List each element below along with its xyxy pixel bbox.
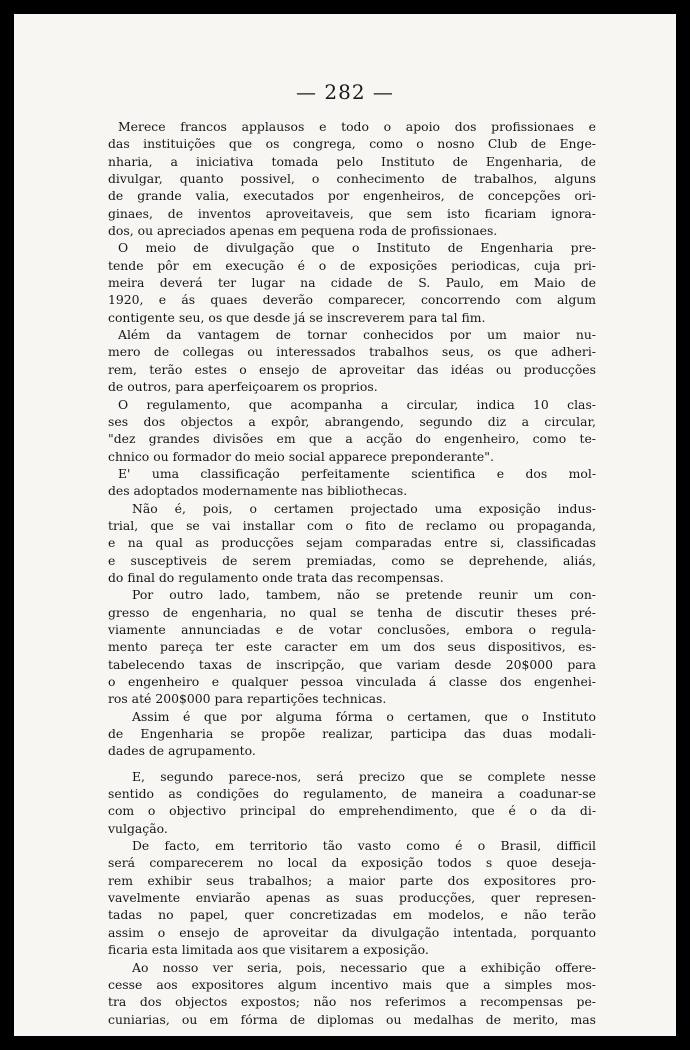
text-line: assim o ensejo de aproveitar da divulgação intentada, porquanto: [108, 924, 596, 940]
text-line: gresso de engenharia, no qual se tenha de discutir theses pré-: [108, 604, 596, 620]
text-line: tra dos objectos expostos; não nos referimos a recompensas pe-: [108, 994, 596, 1010]
text-line: cuniarias, ou em fórma de diplomas ou medalhas de merito, mas: [108, 1011, 596, 1027]
text-line: viamente annunciadas e de votar conclusões, embora o regula-: [108, 621, 596, 637]
text-line: O regulamento, que acompanha a circular, indica 10 clas-: [118, 396, 596, 412]
text-line: ros até 200$000 para repartições technicas.: [108, 691, 387, 707]
scanned-page: [14, 14, 676, 1036]
text-line: cesse aos expositores algum incentivo mais que a simples mos-: [108, 976, 596, 992]
text-line: Assim é que por alguma fórma o certamen, que o Instituto: [132, 708, 596, 724]
text-line: dos, ou apreciados apenas em pequena roda de profissionaes.: [108, 223, 498, 239]
text-line: de grande valia, executados por engenheiros, de concepções ori-: [108, 188, 596, 204]
text-line: dades de agrupamento.: [108, 743, 256, 759]
text-line: chnico ou formador do meio social apparece preponderante".: [108, 448, 494, 464]
text-line: com o objectivo principal do emprehendimento, que é o da di-: [108, 803, 596, 819]
text-line: e na qual as producções sejam comparadas entre si, classificadas: [108, 535, 596, 551]
text-line: vulgação.: [108, 820, 168, 836]
text-line: rem exhibir seus trabalhos; a maior parte dos expositores pro-: [108, 872, 596, 888]
text-line: mero de collegas ou interessados trabalhos seus, os que adheri-: [108, 344, 596, 360]
text-line: "dez grandes divisões em que a acção do engenheiro, como te-: [108, 431, 596, 447]
text-line: sentido as condições do regulamento, de maneira a coadunar-se: [108, 786, 596, 802]
text-line: Não é, pois, o certamen projectado uma exposição indus-: [132, 500, 596, 516]
text-line: Por outro lado, tambem, não se pretende reunir um con-: [132, 587, 596, 603]
text-line: O meio de divulgação que o Instituto de Engenharia pre-: [118, 240, 596, 256]
text-line: do final do regulamento onde trata das recompensas.: [108, 569, 444, 585]
text-line: ginaes, de inventos aproveitaveis, que sem isto ficariam ignora-: [108, 205, 596, 221]
text-line: de outros, para aperfeiçoarem os proprios.: [108, 379, 378, 395]
text-line: tabelecendo taxas de inscripção, que variam desde 20$000 para: [108, 656, 596, 672]
text-line: vavelmente enviarão apenas as suas producções, quer represen-: [108, 890, 596, 906]
text-line: E, segundo parece-nos, será precizo que se complete nesse: [132, 768, 596, 784]
text-line: rem, terão estes o ensejo de aproveitar das idéas ou producções: [108, 361, 596, 377]
text-line: das instituições que os congrega, como o nosno Club de Enge-: [108, 136, 596, 152]
text-line: Ao nosso ver seria, pois, necessario que a exhibição offere-: [132, 959, 596, 975]
text-line: o engenheiro e qualquer pessoa vinculada á classe dos engenhei-: [108, 674, 596, 689]
text-line: Merece francos applausos e todo o apoio dos profissionaes e: [118, 119, 596, 134]
text-line: ficaria esta limitada aos que visitarem a exposição.: [108, 942, 429, 958]
text-line: trial, que se vai installar com o fito de reclamo ou propaganda,: [108, 517, 596, 533]
text-line: contigente seu, os que desde já se inscreverem para tal fim.: [108, 309, 486, 325]
text-line: Além da vantagem de tornar conhecidos por um maior nu-: [118, 327, 596, 343]
text-line: ses dos objectos a expôr, abrangendo, segundo diz a circular,: [108, 413, 596, 429]
text-line: meira deverá ter lugar na cidade de S. Paulo, em Maio de: [108, 275, 596, 291]
text-line: será comparecerem no local da exposição todos s quoe deseja-: [108, 855, 596, 871]
text-line: nharia, a iniciativa tomada pelo Instituto de Engenharia, de: [108, 153, 596, 169]
text-line: tadas no papel, quer concretizadas em modelos, e não terão: [108, 907, 596, 923]
text-line: De facto, em territorio tão vasto como é o Brasil, difficil: [132, 838, 596, 854]
page-number: — 282 —: [296, 80, 394, 104]
body-text: [108, 118, 596, 1028]
text-line: E' uma classificação perfeitamente scientifica e dos mol-: [118, 465, 596, 481]
text-line: des adoptados modernamente nas bibliothecas.: [108, 483, 408, 499]
text-line: tende pôr em execução é o de exposições periodicas, cuja pri-: [108, 257, 596, 273]
text-line: 1920, e ás quaes deverão comparecer, concorrendo com algum: [108, 292, 596, 308]
text-line: divulgar, quanto possivel, o conhecimento de trabalhos, alguns: [108, 171, 596, 187]
text-line: e susceptiveis de serem premiadas, como se deprehende, aliás,: [108, 552, 596, 568]
text-line: de Engenharia se propõe realizar, participa das duas modali-: [108, 726, 596, 742]
text-line: mento pareça ter este caracter em um dos seus dispositivos, es-: [108, 639, 596, 655]
